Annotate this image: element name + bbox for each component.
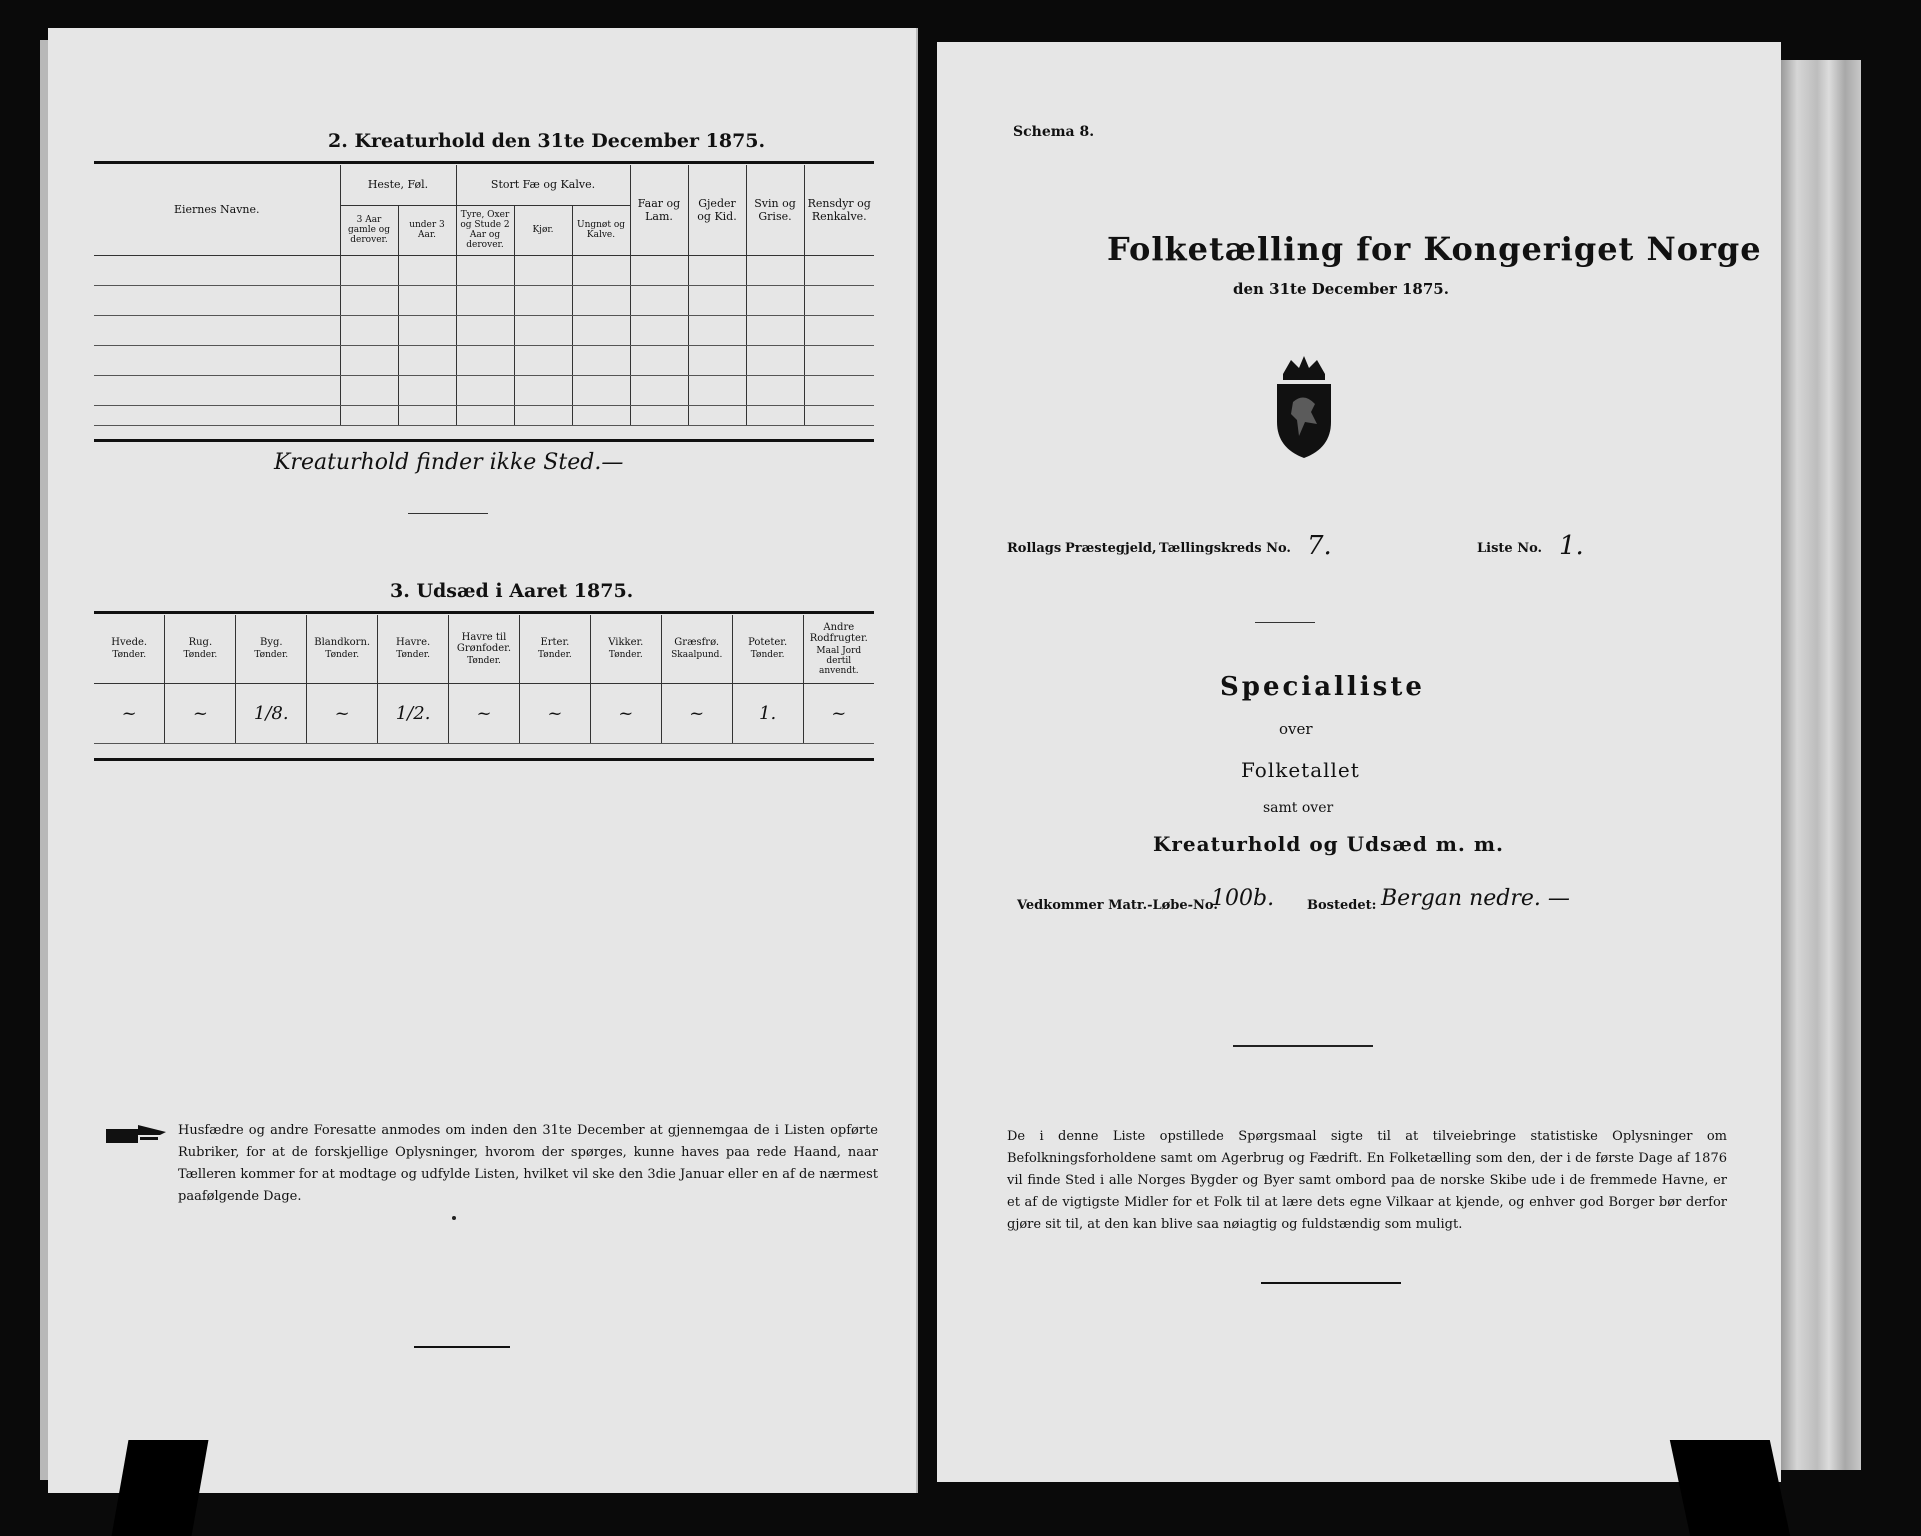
seed-column-unit: Tønder. (608, 650, 643, 661)
livestock-rows (94, 255, 874, 425)
seed-column-unit: Tønder. (396, 650, 430, 661)
dot (452, 1216, 456, 1220)
seed-value: ~ (590, 683, 661, 743)
list-label: Liste No. (1477, 541, 1543, 556)
bosted-label: Bostedet: (1307, 898, 1377, 913)
cattle-group-header: Stort Fæ og Kalve. (456, 165, 630, 205)
livestock-cell (94, 255, 340, 285)
spec-title: Specialliste (1220, 672, 1425, 702)
livestock-cell (688, 285, 746, 315)
livestock-cell (456, 345, 514, 375)
livestock-cell (804, 285, 874, 315)
livestock-cell (630, 375, 688, 405)
date-line: den 31te December 1875. (1233, 280, 1449, 298)
livestock-cell (688, 345, 746, 375)
matr-line (1017, 886, 1737, 920)
parish-name: Rollags (1007, 541, 1062, 556)
livestock-table (94, 165, 874, 426)
seed-value: ~ (661, 683, 732, 743)
livestock-cell (688, 375, 746, 405)
livestock-cell (688, 255, 746, 285)
seed-value: 1/2. (378, 683, 449, 743)
livestock-cell (340, 405, 398, 425)
seed-column-unit: Tønder. (467, 655, 501, 666)
seed-column-unit: Tønder. (183, 650, 218, 661)
notice-text: Husfædre og andre Foresatte anmodes om inden den 31te December at gjennemgaa de i Listen opførte Rubriker, for at de forskjellige Oplysninger, hvorom der spørges, kunne haves paa rede Haand, naar Tælleren kommer for at modtage og udfylde Listen, hvilket vil ske den 3die Januar eller en af de nærmest paafølgende Dage. (178, 1123, 878, 1204)
livestock-row (94, 375, 874, 405)
seed-column-name: Erter. (540, 637, 570, 649)
livestock-cell (456, 405, 514, 425)
seed-column-unit: Tønder. (325, 650, 360, 661)
livestock-cell (572, 345, 630, 375)
matr-value: 100b. (1211, 886, 1275, 911)
samt-over: samt over (1263, 800, 1334, 816)
livestock-row (94, 345, 874, 375)
goats-header: Gjeder og Kid. (688, 165, 746, 255)
sheep-header: Faar og Lam. (630, 165, 688, 255)
livestock-cell (340, 285, 398, 315)
horses-3yr-header: 3 Aar gamle og derover. (340, 205, 398, 255)
norway-coat-of-arms-icon (1269, 352, 1339, 462)
seed-value: ~ (165, 683, 236, 743)
livestock-cell (340, 315, 398, 345)
section2-title: 2. Kreaturhold den 31te December 1875. (328, 130, 766, 152)
livestock-cell (746, 405, 804, 425)
seed-column-header (236, 615, 307, 683)
matr-label: Vedkommer Matr.-Løbe-No. (1017, 898, 1218, 913)
livestock-cell (514, 375, 572, 405)
seed-column-name: Rug. (188, 637, 213, 649)
livestock-cell (456, 375, 514, 405)
district-number: 7. (1307, 531, 1332, 561)
livestock-cell (630, 255, 688, 285)
livestock-cell (572, 315, 630, 345)
livestock-cell (456, 255, 514, 285)
livestock-cell (514, 285, 572, 315)
parish-line (1007, 531, 1767, 565)
livestock-row (94, 315, 874, 345)
bulls-header: Tyre, Oxer og Stude 2 Aar og derover. (456, 205, 514, 255)
page-stack-right (1781, 60, 1861, 1470)
divider-5 (1261, 1282, 1401, 1284)
horses-group-header: Heste, Føl. (340, 165, 456, 205)
livestock-cell (514, 315, 572, 345)
seed-column-header (590, 615, 661, 683)
seed-column-header (307, 615, 378, 683)
schema-label: Schema 8. (1013, 124, 1095, 140)
seed-value: ~ (449, 683, 520, 743)
seed-column-header (803, 615, 874, 683)
livestock-cell (804, 315, 874, 345)
livestock-cell (94, 285, 340, 315)
livestock-row (94, 405, 874, 425)
list-number: 1. (1559, 531, 1584, 561)
livestock-cell (94, 375, 340, 405)
left-page (48, 28, 918, 1493)
seed-column-name: Poteter. (748, 637, 788, 649)
livestock-cell (340, 255, 398, 285)
owners-header: Eiernes Navne. (94, 165, 340, 255)
table1-top-rule (94, 161, 874, 164)
livestock-cell (94, 315, 340, 345)
seed-value: 1/8. (236, 683, 307, 743)
cows-header: Kjør. (514, 205, 572, 255)
livestock-cell (398, 405, 456, 425)
seed-column-name: Blandkorn. (314, 637, 371, 649)
livestock-cell (688, 405, 746, 425)
divider-1 (408, 513, 488, 514)
section3-title: 3. Udsæd i Aaret 1875. (390, 580, 634, 602)
livestock-cell (572, 285, 630, 315)
seed-column-unit: Tønder. (538, 650, 572, 661)
table1-bottom-rule (94, 439, 874, 442)
livestock-cell (456, 285, 514, 315)
binding-clip-left (112, 1440, 209, 1536)
table2-top-rule (94, 611, 874, 614)
binding-clip-right (1670, 1440, 1790, 1536)
bosted-value: Bergan nedre. — (1381, 886, 1570, 911)
seed-column-header (519, 615, 590, 683)
district-label: Tællingskreds No. (1159, 541, 1291, 556)
livestock-cell (804, 255, 874, 285)
seed-column-unit: Tønder. (112, 650, 147, 661)
livestock-cell (746, 285, 804, 315)
livestock-cell (398, 285, 456, 315)
livestock-cell (630, 315, 688, 345)
livestock-cell (398, 345, 456, 375)
livestock-cell (804, 375, 874, 405)
seed-column-header (378, 615, 449, 683)
right-page (937, 42, 1781, 1482)
livestock-cell (398, 315, 456, 345)
livestock-cell (630, 285, 688, 315)
seed-column-name: Havre. (395, 637, 431, 649)
horses-under3-header: under 3 Aar. (398, 205, 456, 255)
livestock-cell (94, 345, 340, 375)
pointing-hand-icon (104, 1123, 168, 1145)
livestock-cell (572, 405, 630, 425)
kreatur-line: Kreaturhold og Udsæd m. m. (1153, 832, 1504, 856)
livestock-cell (688, 315, 746, 345)
seed-column-name: Byg. (259, 637, 283, 649)
livestock-cell (630, 405, 688, 425)
footer-text: De i denne Liste opstillede Spørgsmaal sigte til at tilveiebringe statistiske Oplysninger om Befolkningsforholdene samt om Agerbrug og Fædrift. En Folketælling som den, der i de første Dage af 1876 vil finde Sted i alle Norges Bygder og Byer samt ombord paa de norske Skibe ude i de fremmede Havne, er et af de vigtigste Midler for et Folk til at lære dets egne Vilkaar at kjende, og enhver god Borger bør derfor gjøre sit til, at den kan blive saa nøiagtig og fuldstændig som muligt. (1007, 1129, 1727, 1232)
livestock-cell (804, 405, 874, 425)
livestock-cell (746, 345, 804, 375)
livestock-cell (514, 405, 572, 425)
livestock-cell (804, 345, 874, 375)
reindeer-header: Rensdyr og Renkalve. (804, 165, 874, 255)
livestock-row (94, 285, 874, 315)
seed-value: ~ (519, 683, 590, 743)
seed-value: ~ (94, 683, 165, 743)
livestock-cell (572, 375, 630, 405)
table2-bottom-rule (94, 758, 874, 761)
seed-column-header (165, 615, 236, 683)
seed-column-header (732, 615, 803, 683)
young-cattle-header: Ungnøt og Kalve. (572, 205, 630, 255)
livestock-cell (630, 345, 688, 375)
seed-column-unit: Maal Jord dertil anvendt. (816, 645, 862, 676)
seed-column-name: Havre til Grønfoder. (456, 631, 512, 654)
divider-2 (414, 1346, 510, 1348)
livestock-cell (746, 255, 804, 285)
livestock-cell (746, 375, 804, 405)
livestock-cell (398, 255, 456, 285)
main-title: Folketælling for Kongeriget Norge (1107, 230, 1762, 268)
seed-column-unit: Skaalpund. (671, 650, 723, 661)
seed-column-name: Hvede. (111, 637, 148, 649)
divider-4 (1233, 1045, 1373, 1047)
seed-column-name: Vikker. (608, 637, 644, 649)
livestock-cell (746, 315, 804, 345)
seed-column-header (449, 615, 520, 683)
seed-value: ~ (307, 683, 378, 743)
seed-column-name: Andre Rodfrugter. (809, 621, 868, 644)
over-1: over (1279, 720, 1313, 738)
seed-column-unit: Tønder. (750, 650, 785, 661)
seed-column-header (94, 615, 165, 683)
pigs-header: Svin og Grise. (746, 165, 804, 255)
seed-column-header (661, 615, 732, 683)
seed-column-name: Græsfrø. (674, 637, 720, 649)
livestock-cell (456, 315, 514, 345)
livestock-cell (94, 405, 340, 425)
livestock-cell (572, 255, 630, 285)
seed-column-unit: Tønder. (254, 650, 289, 661)
seed-value: 1. (732, 683, 803, 743)
parish-label: Præstegjeld, (1065, 541, 1157, 556)
livestock-cell (340, 345, 398, 375)
folketallet: Folketallet (1241, 758, 1360, 782)
seed-value: ~ (803, 683, 874, 743)
divider-3 (1255, 622, 1315, 623)
livestock-row (94, 255, 874, 285)
livestock-cell (514, 345, 572, 375)
livestock-cell (398, 375, 456, 405)
seed-table (94, 615, 874, 744)
livestock-cell (340, 375, 398, 405)
livestock-note: Kreaturhold finder ikke Sted.— (274, 450, 624, 475)
livestock-cell (514, 255, 572, 285)
